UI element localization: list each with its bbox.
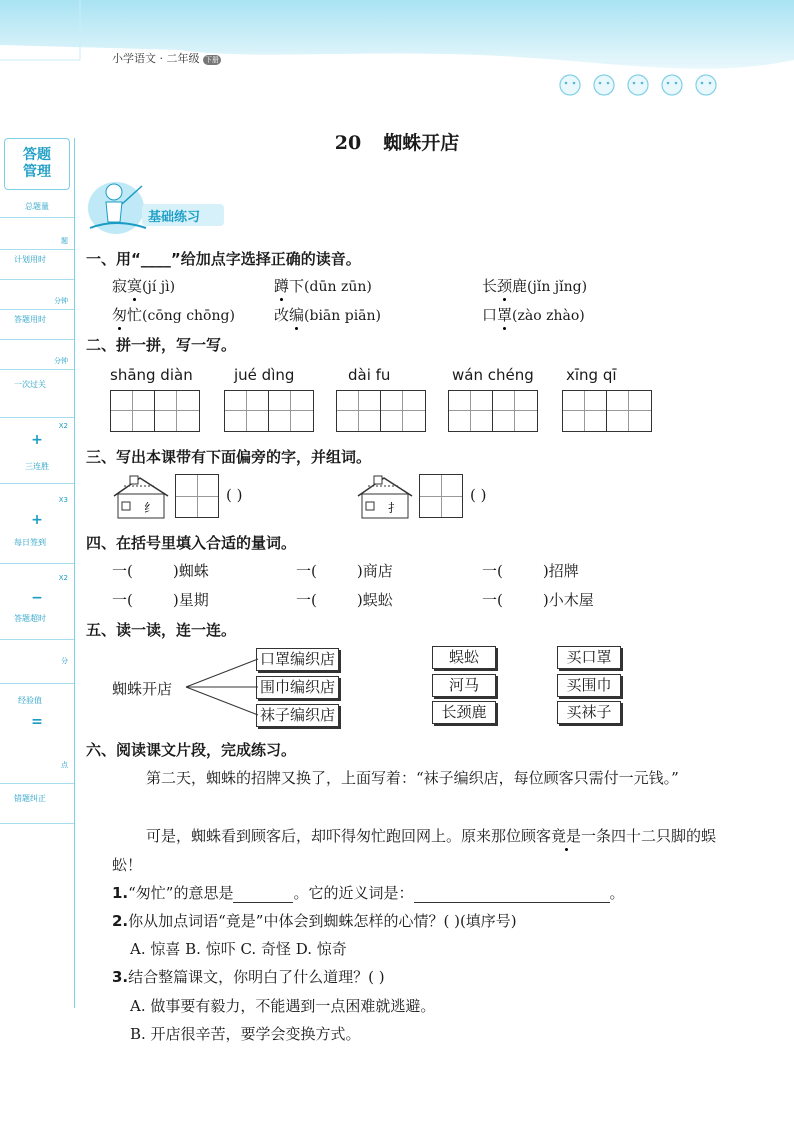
sidebar-row-once-pass: 一次过关	[0, 370, 74, 418]
section-2-heading: 二、拼一拼，写一写。	[86, 336, 237, 354]
q1-item: 改编(biān piān)	[274, 306, 382, 324]
sidebar-row-timeout: X2 − 答题超时	[0, 564, 74, 640]
word-paren[interactable]: ( )	[470, 486, 487, 504]
sidebar-row-correction: 错题纠正	[0, 784, 74, 824]
answer-blank[interactable]	[233, 884, 293, 903]
writing-grid[interactable]	[419, 474, 463, 518]
shop-box[interactable]: 袜子编织店	[256, 704, 339, 727]
writing-grid[interactable]	[562, 390, 652, 432]
measure-word-item[interactable]: 一( )商店	[296, 562, 393, 580]
minus-icon: −	[31, 590, 43, 606]
action-box[interactable]: 买口罩	[557, 646, 621, 669]
house-radical-icon	[354, 474, 416, 520]
question-1: 1.“匆忙”的意思是 。它的近义词是： 。	[112, 884, 625, 902]
shop-box[interactable]: 口罩编织店	[256, 648, 339, 671]
writing-grid[interactable]	[448, 390, 538, 432]
measure-word-item[interactable]: 一( )招牌	[482, 562, 579, 580]
section-3-heading: 三、写出本课带有下面偏旁的字，并组词。	[86, 448, 372, 466]
pinyin-label: jué dìng	[234, 366, 295, 384]
sidebar-row-plan-value: 分钟	[0, 280, 74, 310]
pinyin-label: dài fu	[348, 366, 391, 384]
customer-box[interactable]: 蜈蚣	[432, 646, 496, 669]
dotted-word: 竟是	[551, 827, 582, 845]
sidebar-heading	[4, 138, 70, 190]
pinyin-label: xīng qī	[566, 366, 617, 384]
writing-grid[interactable]	[175, 474, 219, 518]
question-3-option-b: B. 开店很辛苦，要学会变换方式。	[130, 1025, 361, 1043]
sidebar-row-plan-time: 计划用时	[0, 250, 74, 280]
question-2: 2.你从加点词语“竟是”中体会到蜘蛛怎样的心情？( )(填序号)	[112, 912, 517, 930]
writing-grid[interactable]	[336, 390, 426, 432]
measure-word-item[interactable]: 一( )蜈蚣	[296, 591, 393, 609]
connector-lines	[182, 655, 262, 719]
basic-practice-badge	[86, 178, 236, 242]
lesson-name: 蜘蛛开店	[383, 132, 460, 154]
svg-text:纟: 纟	[144, 501, 157, 515]
customer-box[interactable]: 长颈鹿	[432, 701, 496, 724]
equals-icon: =	[31, 714, 43, 730]
series-label: 小学语文 · 二年级 下册	[112, 52, 219, 65]
house-radical-icon	[110, 474, 172, 520]
action-box[interactable]: 买袜子	[557, 701, 621, 724]
word-paren[interactable]: ( )	[226, 486, 243, 504]
sidebar-row-timeout-value: 分	[0, 640, 74, 684]
sidebar-heading-line: 答题	[23, 147, 51, 163]
plus-icon: +	[31, 432, 43, 448]
q1-item: 蹲下(dūn zūn)	[274, 277, 372, 295]
plus-icon: +	[31, 512, 43, 528]
volume-badge: 下册	[205, 56, 219, 64]
pinyin-label: wán chéng	[452, 366, 534, 384]
measure-word-item[interactable]: 一( )蜘蛛	[112, 562, 209, 580]
q1-item: 寂寞(jí jì)	[112, 277, 176, 295]
reading-paragraph-2: 可是，蜘蛛看到顾客后，却吓得匆忙跑回网上。原来那位顾客竟是一条四十二只脚的蜈蚣！	[112, 827, 717, 874]
shop-box[interactable]: 围巾编织店	[256, 676, 339, 699]
question-2-options: A. 惊喜 B. 惊吓 C. 奇怪 D. 惊奇	[130, 940, 347, 958]
q1-item: 长颈鹿(jǐn jǐng)	[482, 277, 588, 295]
answer-management-sidebar	[0, 138, 75, 1008]
sidebar-row-total-value: 题	[0, 218, 74, 250]
q1-item: 口罩(zào zhào)	[482, 306, 585, 324]
question-3-option-a: A. 做事要有毅力，不能遇到一点困难就逃避。	[130, 997, 436, 1015]
sidebar-row-streak: X2 + 三连胜	[0, 418, 74, 484]
sidebar-row-total: 总题量	[0, 196, 74, 218]
customer-box[interactable]: 河马	[432, 674, 496, 697]
action-box[interactable]: 买围巾	[557, 674, 621, 697]
badge-label: 基础练习	[148, 210, 201, 225]
sidebar-row-experience: 经验值 = 点	[0, 684, 74, 784]
section-6-heading: 六、阅读课文片段，完成练习。	[86, 741, 297, 759]
sidebar-heading-line: 管理	[23, 164, 51, 180]
reading-paragraph-1: 第二天，蜘蛛的招牌又换了，上面写着：“袜子编织店，每位顾客只需付一元钱。”	[146, 769, 679, 787]
svg-text:扌: 扌	[388, 501, 401, 515]
sidebar-row-answer-time: 答题用时	[0, 310, 74, 340]
measure-word-item[interactable]: 一( )星期	[112, 591, 209, 609]
sidebar-row-answer-value: 分钟	[0, 340, 74, 370]
pinyin-label: shāng diàn	[110, 366, 193, 384]
match-root: 蜘蛛开店	[112, 680, 173, 698]
writing-grid[interactable]	[224, 390, 314, 432]
section-5-heading: 五、读一读，连一连。	[86, 621, 237, 639]
sidebar-row-checkin: X3 + 每日签到	[0, 484, 74, 564]
lesson-number: 20	[334, 132, 362, 154]
q1-item: 匆忙(cōng chōng)	[112, 306, 235, 324]
measure-word-item[interactable]: 一( )小木屋	[482, 591, 594, 609]
smiley-faces-decoration	[560, 75, 716, 95]
question-3: 3.结合整篇课文，你明白了什么道理？( )	[112, 968, 385, 986]
section-4-heading: 四、在括号里填入合适的量词。	[86, 534, 297, 552]
answer-blank[interactable]	[414, 884, 610, 903]
writing-grid[interactable]	[110, 390, 200, 432]
section-1-heading: 一、用“____”给加点字选择正确的读音。	[86, 250, 361, 268]
lesson-title	[0, 128, 794, 155]
